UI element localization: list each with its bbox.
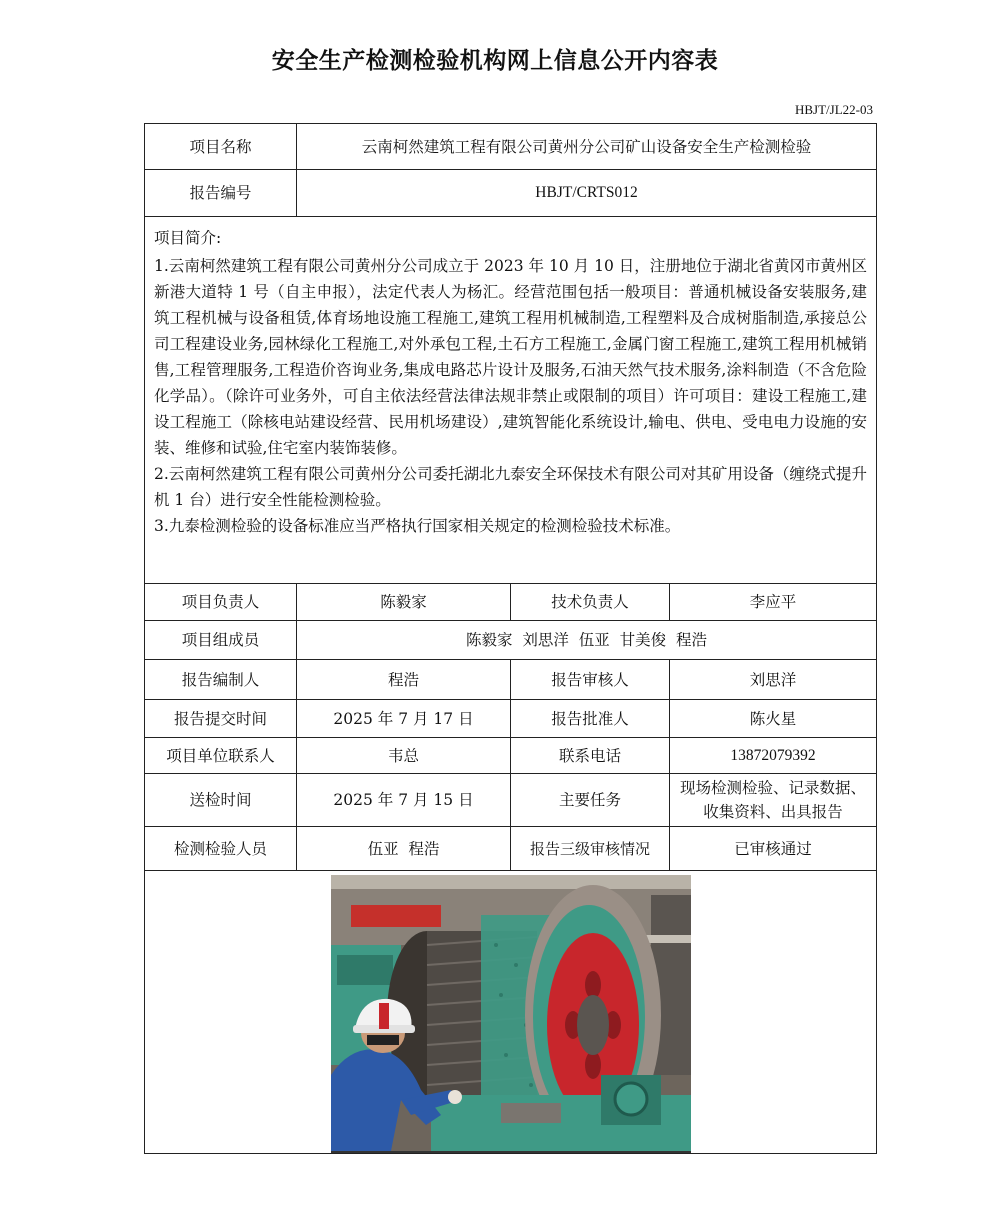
page-title: 安全生产检测检验机构网上信息公开内容表	[271, 48, 719, 74]
row-members	[145, 621, 877, 660]
inspectors-label: 检测检验人员	[145, 827, 297, 871]
tech-value: 李应平	[670, 584, 877, 621]
author-value: 程浩	[297, 660, 511, 700]
inspectors-value: 伍亚 程浩	[297, 827, 511, 871]
approver-label: 报告批准人	[511, 700, 670, 738]
intro-cell	[145, 217, 877, 584]
document-code: HBJT/JL22-03	[795, 102, 873, 117]
row-submit	[145, 700, 877, 738]
row-leads	[145, 584, 877, 621]
info-table	[144, 123, 877, 1154]
report-no-value: HBJT/CRTS012	[297, 170, 877, 217]
intro-paragraph-3: 3.九泰检测检验的设备标准应当严格执行国家相关规定的检测检验技术标准。	[154, 517, 681, 535]
contact-label: 项目单位联系人	[145, 738, 297, 774]
row-contact	[145, 738, 877, 774]
tech-label: 技术负责人	[511, 584, 670, 621]
review-value: 已审核通过	[670, 827, 877, 871]
project-name-label: 项目名称	[145, 124, 297, 170]
approver-value: 陈火星	[670, 700, 877, 738]
project-name-value: 云南柯然建筑工程有限公司黄州分公司矿山设备安全生产检测检验	[297, 124, 877, 170]
hoist-inspection-photo	[331, 875, 691, 1153]
author-label: 报告编制人	[145, 660, 297, 700]
photo-cell	[145, 871, 877, 1154]
sent-label: 送检时间	[145, 774, 297, 827]
task-value: 现场检测检验、记录数据、收集资料、出具报告	[670, 774, 877, 827]
phone-label: 联系电话	[511, 738, 670, 774]
members-value: 陈毅家 刘思洋 伍亚 甘美俊 程浩	[297, 621, 877, 660]
report-no-label: 报告编号	[145, 170, 297, 217]
row-photo	[145, 871, 877, 1154]
reviewer-value: 刘思洋	[670, 660, 877, 700]
submit-value: 2025 年 7 月 17 日	[297, 700, 511, 738]
lead-value: 陈毅家	[297, 584, 511, 621]
row-report-no	[145, 170, 877, 217]
row-project-name	[145, 124, 877, 170]
row-intro	[145, 217, 877, 584]
lead-label: 项目负责人	[145, 584, 297, 621]
row-inspectors	[145, 827, 877, 871]
reviewer-label: 报告审核人	[511, 660, 670, 700]
phone-value: 13872079392	[670, 738, 877, 774]
row-sent	[145, 774, 877, 827]
intro-label: 项目简介:	[154, 229, 222, 247]
review-label: 报告三级审核情况	[511, 827, 670, 871]
row-author	[145, 660, 877, 700]
members-label: 项目组成员	[145, 621, 297, 660]
sent-value: 2025 年 7 月 15 日	[297, 774, 511, 827]
contact-value: 韦总	[297, 738, 511, 774]
task-label: 主要任务	[511, 774, 670, 827]
intro-paragraph-1: 1.云南柯然建筑工程有限公司黄州分公司成立于 2023 年 10 月 10 日，注册地位于湖北省黄冈市黄州区新港大道特 1 号（自主申报），法定代表人为杨汇。经营范围包括一般项目：普通机械设备安装服务,建筑工程机械与设备租赁,体育场地设施工程施工,建筑工程用机械制造,工程塑料及合成树脂制造,承接总公司工程建设业务,园林绿化工程施工,对外承包工程,土石方工程施工,金属门窗工程施工,建筑工程用机械销售,工程管理服务,工程造价咨询业务,集成电路芯片设计及服务,石油天然气技术服务,涂料制造（不含危险化学品）。（除许可业务外，可自主依法经营法律法规非禁止或限制的项目）许可项目：建设工程施工,建设工程施工（除核电站建设经营、民用机场建设）,建筑智能化系统设计,输电、供电、受电电力设施的安装、维修和试验,住宅室内装饰装修。	[154, 257, 868, 457]
intro-paragraph-2: 2.云南柯然建筑工程有限公司黄州分公司委托湖北九泰安全环保技术有限公司对其矿用设备（缠绕式提升机 1 台）进行安全性能检测检验。	[154, 465, 868, 509]
submit-label: 报告提交时间	[145, 700, 297, 738]
